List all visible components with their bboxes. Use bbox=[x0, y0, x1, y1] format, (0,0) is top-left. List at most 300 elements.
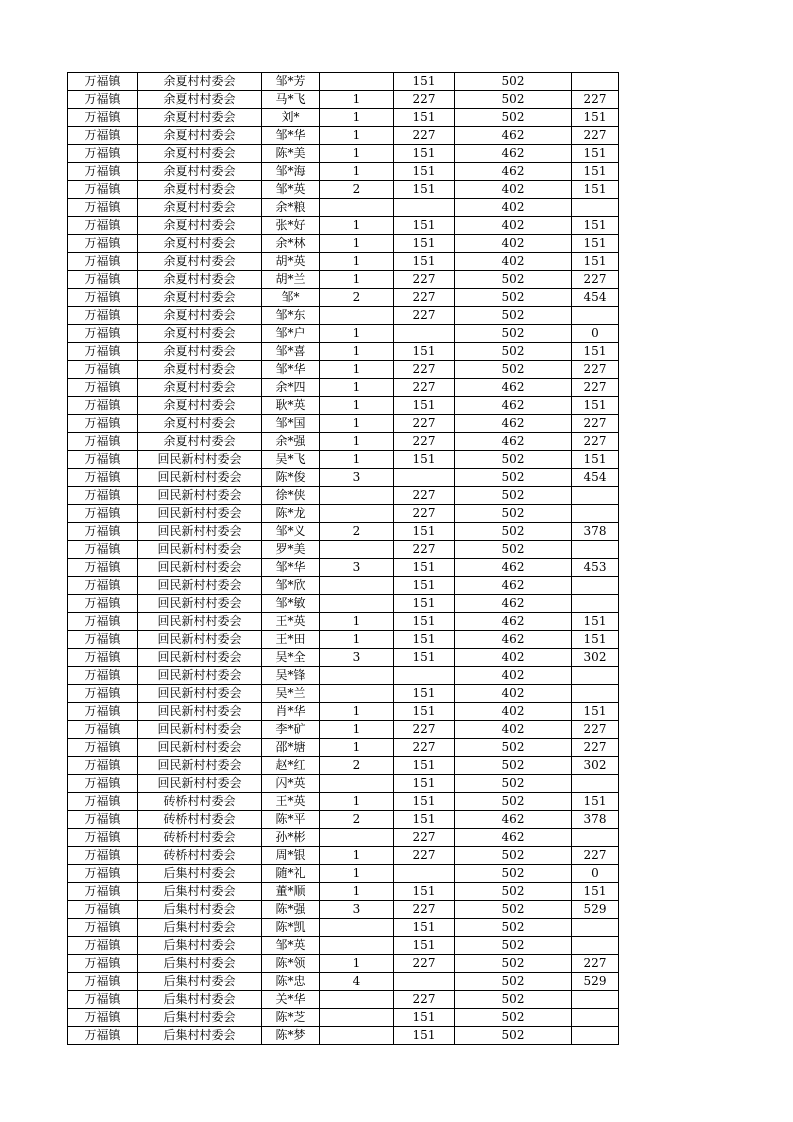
name-cell: 邹*英 bbox=[262, 937, 320, 955]
name-cell: 邹*喜 bbox=[262, 343, 320, 361]
table-row bbox=[68, 307, 619, 325]
total-cell: 227 bbox=[572, 379, 619, 397]
table-row bbox=[68, 73, 619, 91]
table-row bbox=[68, 739, 619, 757]
town-cell: 万福镇 bbox=[68, 361, 138, 379]
total-cell: 151 bbox=[572, 883, 619, 901]
town-cell: 万福镇 bbox=[68, 1009, 138, 1027]
amount-a-cell: 151 bbox=[394, 235, 455, 253]
name-cell: 随*礼 bbox=[262, 865, 320, 883]
amount-a-cell: 151 bbox=[394, 253, 455, 271]
table-row bbox=[68, 577, 619, 595]
table-row bbox=[68, 397, 619, 415]
amount-b-cell: 502 bbox=[455, 757, 572, 775]
amount-b-cell: 402 bbox=[455, 217, 572, 235]
town-cell: 万福镇 bbox=[68, 217, 138, 235]
amount-b-cell: 502 bbox=[455, 883, 572, 901]
amount-b-cell: 462 bbox=[455, 433, 572, 451]
total-cell: 529 bbox=[572, 901, 619, 919]
amount-a-cell bbox=[394, 469, 455, 487]
amount-b-cell: 462 bbox=[455, 163, 572, 181]
table-row bbox=[68, 685, 619, 703]
village-committee-cell: 后集村村委会 bbox=[138, 1027, 262, 1045]
town-cell: 万福镇 bbox=[68, 631, 138, 649]
town-cell: 万福镇 bbox=[68, 937, 138, 955]
name-cell: 罗*美 bbox=[262, 541, 320, 559]
town-cell: 万福镇 bbox=[68, 541, 138, 559]
town-cell: 万福镇 bbox=[68, 181, 138, 199]
amount-b-cell: 502 bbox=[455, 1027, 572, 1045]
name-cell: 王*英 bbox=[262, 793, 320, 811]
count-cell: 1 bbox=[320, 613, 394, 631]
amount-b-cell: 502 bbox=[455, 775, 572, 793]
total-cell: 151 bbox=[572, 703, 619, 721]
amount-a-cell: 151 bbox=[394, 811, 455, 829]
table-row bbox=[68, 415, 619, 433]
amount-b-cell: 502 bbox=[455, 469, 572, 487]
count-cell: 1 bbox=[320, 703, 394, 721]
table-row bbox=[68, 379, 619, 397]
amount-b-cell: 502 bbox=[455, 955, 572, 973]
amount-a-cell: 151 bbox=[394, 109, 455, 127]
name-cell: 陈*龙 bbox=[262, 505, 320, 523]
amount-a-cell: 151 bbox=[394, 649, 455, 667]
town-cell: 万福镇 bbox=[68, 649, 138, 667]
town-cell: 万福镇 bbox=[68, 415, 138, 433]
town-cell: 万福镇 bbox=[68, 379, 138, 397]
amount-b-cell: 502 bbox=[455, 541, 572, 559]
town-cell: 万福镇 bbox=[68, 163, 138, 181]
village-committee-cell: 后集村村委会 bbox=[138, 1009, 262, 1027]
name-cell: 陈*美 bbox=[262, 145, 320, 163]
town-cell: 万福镇 bbox=[68, 613, 138, 631]
count-cell: 1 bbox=[320, 145, 394, 163]
total-cell: 227 bbox=[572, 721, 619, 739]
amount-b-cell: 402 bbox=[455, 199, 572, 217]
amount-a-cell: 227 bbox=[394, 289, 455, 307]
count-cell: 1 bbox=[320, 955, 394, 973]
village-committee-cell: 后集村村委会 bbox=[138, 955, 262, 973]
name-cell: 余*粮 bbox=[262, 199, 320, 217]
total-cell: 151 bbox=[572, 181, 619, 199]
name-cell: 吴*兰 bbox=[262, 685, 320, 703]
amount-a-cell: 151 bbox=[394, 217, 455, 235]
amount-b-cell: 462 bbox=[455, 379, 572, 397]
amount-a-cell: 227 bbox=[394, 415, 455, 433]
total-cell bbox=[572, 505, 619, 523]
table-row bbox=[68, 199, 619, 217]
total-cell bbox=[572, 577, 619, 595]
count-cell: 2 bbox=[320, 757, 394, 775]
amount-a-cell: 151 bbox=[394, 703, 455, 721]
total-cell: 227 bbox=[572, 271, 619, 289]
total-cell: 378 bbox=[572, 811, 619, 829]
town-cell: 万福镇 bbox=[68, 451, 138, 469]
amount-a-cell: 227 bbox=[394, 379, 455, 397]
count-cell bbox=[320, 685, 394, 703]
amount-b-cell: 502 bbox=[455, 505, 572, 523]
town-cell: 万福镇 bbox=[68, 487, 138, 505]
amount-b-cell: 462 bbox=[455, 127, 572, 145]
total-cell: 151 bbox=[572, 793, 619, 811]
amount-b-cell: 502 bbox=[455, 793, 572, 811]
village-committee-cell: 余夏村村委会 bbox=[138, 361, 262, 379]
village-committee-cell: 余夏村村委会 bbox=[138, 235, 262, 253]
village-committee-cell: 余夏村村委会 bbox=[138, 217, 262, 235]
total-cell: 227 bbox=[572, 415, 619, 433]
name-cell: 邹*芳 bbox=[262, 73, 320, 91]
name-cell: 关*华 bbox=[262, 991, 320, 1009]
amount-a-cell: 227 bbox=[394, 271, 455, 289]
village-committee-cell: 后集村村委会 bbox=[138, 937, 262, 955]
town-cell: 万福镇 bbox=[68, 793, 138, 811]
village-committee-cell: 余夏村村委会 bbox=[138, 433, 262, 451]
table-row bbox=[68, 487, 619, 505]
village-committee-cell: 回民新村村委会 bbox=[138, 505, 262, 523]
amount-a-cell: 151 bbox=[394, 919, 455, 937]
total-cell: 151 bbox=[572, 343, 619, 361]
amount-b-cell: 462 bbox=[455, 577, 572, 595]
total-cell: 227 bbox=[572, 127, 619, 145]
amount-b-cell: 462 bbox=[455, 397, 572, 415]
amount-b-cell: 502 bbox=[455, 487, 572, 505]
amount-b-cell: 402 bbox=[455, 667, 572, 685]
name-cell: 马*飞 bbox=[262, 91, 320, 109]
amount-a-cell: 151 bbox=[394, 883, 455, 901]
town-cell: 万福镇 bbox=[68, 757, 138, 775]
table-row bbox=[68, 1009, 619, 1027]
town-cell: 万福镇 bbox=[68, 505, 138, 523]
village-committee-cell: 余夏村村委会 bbox=[138, 199, 262, 217]
count-cell: 1 bbox=[320, 361, 394, 379]
village-committee-cell: 余夏村村委会 bbox=[138, 307, 262, 325]
amount-b-cell: 502 bbox=[455, 289, 572, 307]
town-cell: 万福镇 bbox=[68, 703, 138, 721]
name-cell: 陈*凯 bbox=[262, 919, 320, 937]
count-cell: 1 bbox=[320, 379, 394, 397]
town-cell: 万福镇 bbox=[68, 109, 138, 127]
amount-a-cell: 151 bbox=[394, 451, 455, 469]
amount-b-cell: 502 bbox=[455, 847, 572, 865]
total-cell: 227 bbox=[572, 847, 619, 865]
amount-a-cell: 227 bbox=[394, 829, 455, 847]
count-cell: 4 bbox=[320, 973, 394, 991]
amount-a-cell: 227 bbox=[394, 955, 455, 973]
village-committee-cell: 回民新村村委会 bbox=[138, 523, 262, 541]
amount-a-cell: 151 bbox=[394, 559, 455, 577]
name-cell: 陈*俊 bbox=[262, 469, 320, 487]
total-cell bbox=[572, 541, 619, 559]
count-cell: 1 bbox=[320, 883, 394, 901]
name-cell: 余*四 bbox=[262, 379, 320, 397]
town-cell: 万福镇 bbox=[68, 595, 138, 613]
amount-a-cell: 151 bbox=[394, 145, 455, 163]
amount-b-cell: 502 bbox=[455, 865, 572, 883]
table-row bbox=[68, 451, 619, 469]
village-committee-cell: 回民新村村委会 bbox=[138, 775, 262, 793]
total-cell bbox=[572, 487, 619, 505]
amount-a-cell: 227 bbox=[394, 307, 455, 325]
amount-b-cell: 402 bbox=[455, 181, 572, 199]
count-cell bbox=[320, 829, 394, 847]
town-cell: 万福镇 bbox=[68, 559, 138, 577]
town-cell: 万福镇 bbox=[68, 577, 138, 595]
total-cell bbox=[572, 919, 619, 937]
amount-a-cell: 227 bbox=[394, 505, 455, 523]
table-row bbox=[68, 433, 619, 451]
total-cell: 151 bbox=[572, 451, 619, 469]
total-cell bbox=[572, 1009, 619, 1027]
village-committee-cell: 余夏村村委会 bbox=[138, 163, 262, 181]
name-cell: 董*顺 bbox=[262, 883, 320, 901]
amount-b-cell: 502 bbox=[455, 91, 572, 109]
total-cell bbox=[572, 307, 619, 325]
amount-a-cell: 151 bbox=[394, 577, 455, 595]
amount-a-cell: 227 bbox=[394, 721, 455, 739]
village-committee-cell: 回民新村村委会 bbox=[138, 613, 262, 631]
table-row bbox=[68, 757, 619, 775]
village-committee-cell: 回民新村村委会 bbox=[138, 721, 262, 739]
table-row bbox=[68, 343, 619, 361]
town-cell: 万福镇 bbox=[68, 307, 138, 325]
name-cell: 陈*领 bbox=[262, 955, 320, 973]
table-row bbox=[68, 1027, 619, 1045]
amount-a-cell: 151 bbox=[394, 181, 455, 199]
amount-a-cell: 151 bbox=[394, 793, 455, 811]
town-cell: 万福镇 bbox=[68, 469, 138, 487]
town-cell: 万福镇 bbox=[68, 145, 138, 163]
town-cell: 万福镇 bbox=[68, 829, 138, 847]
amount-a-cell: 151 bbox=[394, 757, 455, 775]
table-row bbox=[68, 631, 619, 649]
count-cell: 1 bbox=[320, 415, 394, 433]
village-committee-cell: 余夏村村委会 bbox=[138, 73, 262, 91]
village-committee-cell: 回民新村村委会 bbox=[138, 577, 262, 595]
town-cell: 万福镇 bbox=[68, 973, 138, 991]
village-committee-cell: 余夏村村委会 bbox=[138, 253, 262, 271]
amount-b-cell: 462 bbox=[455, 145, 572, 163]
total-cell bbox=[572, 685, 619, 703]
table-row bbox=[68, 955, 619, 973]
name-cell: 邹*华 bbox=[262, 127, 320, 145]
total-cell bbox=[572, 775, 619, 793]
village-committee-cell: 余夏村村委会 bbox=[138, 127, 262, 145]
table-row bbox=[68, 901, 619, 919]
town-cell: 万福镇 bbox=[68, 73, 138, 91]
village-committee-cell: 后集村村委会 bbox=[138, 865, 262, 883]
amount-a-cell: 227 bbox=[394, 541, 455, 559]
town-cell: 万福镇 bbox=[68, 991, 138, 1009]
amount-b-cell: 502 bbox=[455, 73, 572, 91]
village-committee-cell: 回民新村村委会 bbox=[138, 487, 262, 505]
table-row bbox=[68, 91, 619, 109]
count-cell: 1 bbox=[320, 91, 394, 109]
table-row bbox=[68, 505, 619, 523]
amount-a-cell: 151 bbox=[394, 523, 455, 541]
town-cell: 万福镇 bbox=[68, 325, 138, 343]
total-cell: 454 bbox=[572, 469, 619, 487]
total-cell: 302 bbox=[572, 649, 619, 667]
town-cell: 万福镇 bbox=[68, 847, 138, 865]
amount-b-cell: 502 bbox=[455, 739, 572, 757]
name-cell: 胡*兰 bbox=[262, 271, 320, 289]
town-cell: 万福镇 bbox=[68, 775, 138, 793]
amount-b-cell: 502 bbox=[455, 361, 572, 379]
count-cell bbox=[320, 667, 394, 685]
town-cell: 万福镇 bbox=[68, 523, 138, 541]
village-committee-cell: 回民新村村委会 bbox=[138, 469, 262, 487]
amount-a-cell: 151 bbox=[394, 163, 455, 181]
name-cell: 吴*飞 bbox=[262, 451, 320, 469]
table-row bbox=[68, 775, 619, 793]
name-cell: 邹* bbox=[262, 289, 320, 307]
table-row bbox=[68, 163, 619, 181]
amount-a-cell bbox=[394, 199, 455, 217]
table-row bbox=[68, 649, 619, 667]
amount-b-cell: 502 bbox=[455, 1009, 572, 1027]
name-cell: 陈*平 bbox=[262, 811, 320, 829]
count-cell bbox=[320, 1009, 394, 1027]
town-cell: 万福镇 bbox=[68, 811, 138, 829]
town-cell: 万福镇 bbox=[68, 271, 138, 289]
total-cell bbox=[572, 829, 619, 847]
name-cell: 陈*梦 bbox=[262, 1027, 320, 1045]
table-row bbox=[68, 289, 619, 307]
village-committee-cell: 回民新村村委会 bbox=[138, 757, 262, 775]
count-cell bbox=[320, 775, 394, 793]
total-cell: 0 bbox=[572, 865, 619, 883]
table-row bbox=[68, 667, 619, 685]
village-committee-cell: 余夏村村委会 bbox=[138, 379, 262, 397]
name-cell: 邹*海 bbox=[262, 163, 320, 181]
amount-b-cell: 402 bbox=[455, 703, 572, 721]
name-cell: 邵*塘 bbox=[262, 739, 320, 757]
total-cell: 529 bbox=[572, 973, 619, 991]
count-cell bbox=[320, 307, 394, 325]
name-cell: 李*矿 bbox=[262, 721, 320, 739]
amount-a-cell: 227 bbox=[394, 901, 455, 919]
village-committee-cell: 余夏村村委会 bbox=[138, 91, 262, 109]
amount-a-cell: 227 bbox=[394, 739, 455, 757]
table-row bbox=[68, 271, 619, 289]
amount-b-cell: 502 bbox=[455, 109, 572, 127]
total-cell: 151 bbox=[572, 217, 619, 235]
name-cell: 周*银 bbox=[262, 847, 320, 865]
count-cell: 2 bbox=[320, 181, 394, 199]
name-cell: 胡*英 bbox=[262, 253, 320, 271]
name-cell: 邹*户 bbox=[262, 325, 320, 343]
name-cell: 闪*英 bbox=[262, 775, 320, 793]
table-row bbox=[68, 559, 619, 577]
village-committee-cell: 余夏村村委会 bbox=[138, 289, 262, 307]
village-committee-cell: 回民新村村委会 bbox=[138, 685, 262, 703]
name-cell: 邹*欣 bbox=[262, 577, 320, 595]
amount-a-cell: 227 bbox=[394, 487, 455, 505]
table-row bbox=[68, 811, 619, 829]
village-committee-cell: 回民新村村委会 bbox=[138, 703, 262, 721]
count-cell: 3 bbox=[320, 901, 394, 919]
table-row bbox=[68, 325, 619, 343]
village-committee-cell: 回民新村村委会 bbox=[138, 595, 262, 613]
table-row bbox=[68, 973, 619, 991]
table-row bbox=[68, 523, 619, 541]
town-cell: 万福镇 bbox=[68, 289, 138, 307]
amount-b-cell: 402 bbox=[455, 685, 572, 703]
table-row bbox=[68, 253, 619, 271]
total-cell: 151 bbox=[572, 253, 619, 271]
count-cell bbox=[320, 1027, 394, 1045]
total-cell: 227 bbox=[572, 361, 619, 379]
count-cell bbox=[320, 919, 394, 937]
amount-a-cell: 151 bbox=[394, 73, 455, 91]
village-committee-cell: 余夏村村委会 bbox=[138, 181, 262, 199]
amount-b-cell: 462 bbox=[455, 559, 572, 577]
village-committee-cell: 后集村村委会 bbox=[138, 991, 262, 1009]
amount-b-cell: 402 bbox=[455, 235, 572, 253]
name-cell: 刘* bbox=[262, 109, 320, 127]
town-cell: 万福镇 bbox=[68, 685, 138, 703]
name-cell: 耿*英 bbox=[262, 397, 320, 415]
count-cell: 1 bbox=[320, 631, 394, 649]
total-cell bbox=[572, 73, 619, 91]
count-cell: 1 bbox=[320, 721, 394, 739]
count-cell bbox=[320, 595, 394, 613]
amount-a-cell: 227 bbox=[394, 847, 455, 865]
village-committee-cell: 回民新村村委会 bbox=[138, 541, 262, 559]
table-body bbox=[68, 73, 619, 1045]
town-cell: 万福镇 bbox=[68, 433, 138, 451]
table-row bbox=[68, 181, 619, 199]
count-cell: 2 bbox=[320, 811, 394, 829]
name-cell: 邹*华 bbox=[262, 559, 320, 577]
amount-a-cell bbox=[394, 973, 455, 991]
table-row bbox=[68, 793, 619, 811]
count-cell: 1 bbox=[320, 433, 394, 451]
name-cell: 吴*全 bbox=[262, 649, 320, 667]
name-cell: 王*田 bbox=[262, 631, 320, 649]
village-committee-cell: 后集村村委会 bbox=[138, 883, 262, 901]
town-cell: 万福镇 bbox=[68, 919, 138, 937]
total-cell: 227 bbox=[572, 91, 619, 109]
count-cell: 1 bbox=[320, 865, 394, 883]
town-cell: 万福镇 bbox=[68, 955, 138, 973]
town-cell: 万福镇 bbox=[68, 883, 138, 901]
count-cell: 1 bbox=[320, 235, 394, 253]
total-cell bbox=[572, 991, 619, 1009]
name-cell: 陈*忠 bbox=[262, 973, 320, 991]
name-cell: 邹*华 bbox=[262, 361, 320, 379]
total-cell: 151 bbox=[572, 397, 619, 415]
total-cell: 302 bbox=[572, 757, 619, 775]
total-cell: 0 bbox=[572, 325, 619, 343]
village-committee-cell: 回民新村村委会 bbox=[138, 631, 262, 649]
name-cell: 陈*芝 bbox=[262, 1009, 320, 1027]
name-cell: 吴*锋 bbox=[262, 667, 320, 685]
amount-b-cell: 462 bbox=[455, 595, 572, 613]
count-cell bbox=[320, 577, 394, 595]
name-cell: 肖*华 bbox=[262, 703, 320, 721]
name-cell: 陈*强 bbox=[262, 901, 320, 919]
total-cell bbox=[572, 199, 619, 217]
town-cell: 万福镇 bbox=[68, 397, 138, 415]
town-cell: 万福镇 bbox=[68, 199, 138, 217]
count-cell: 1 bbox=[320, 109, 394, 127]
amount-b-cell: 502 bbox=[455, 451, 572, 469]
total-cell bbox=[572, 595, 619, 613]
count-cell bbox=[320, 487, 394, 505]
amount-a-cell: 151 bbox=[394, 631, 455, 649]
amount-b-cell: 402 bbox=[455, 253, 572, 271]
